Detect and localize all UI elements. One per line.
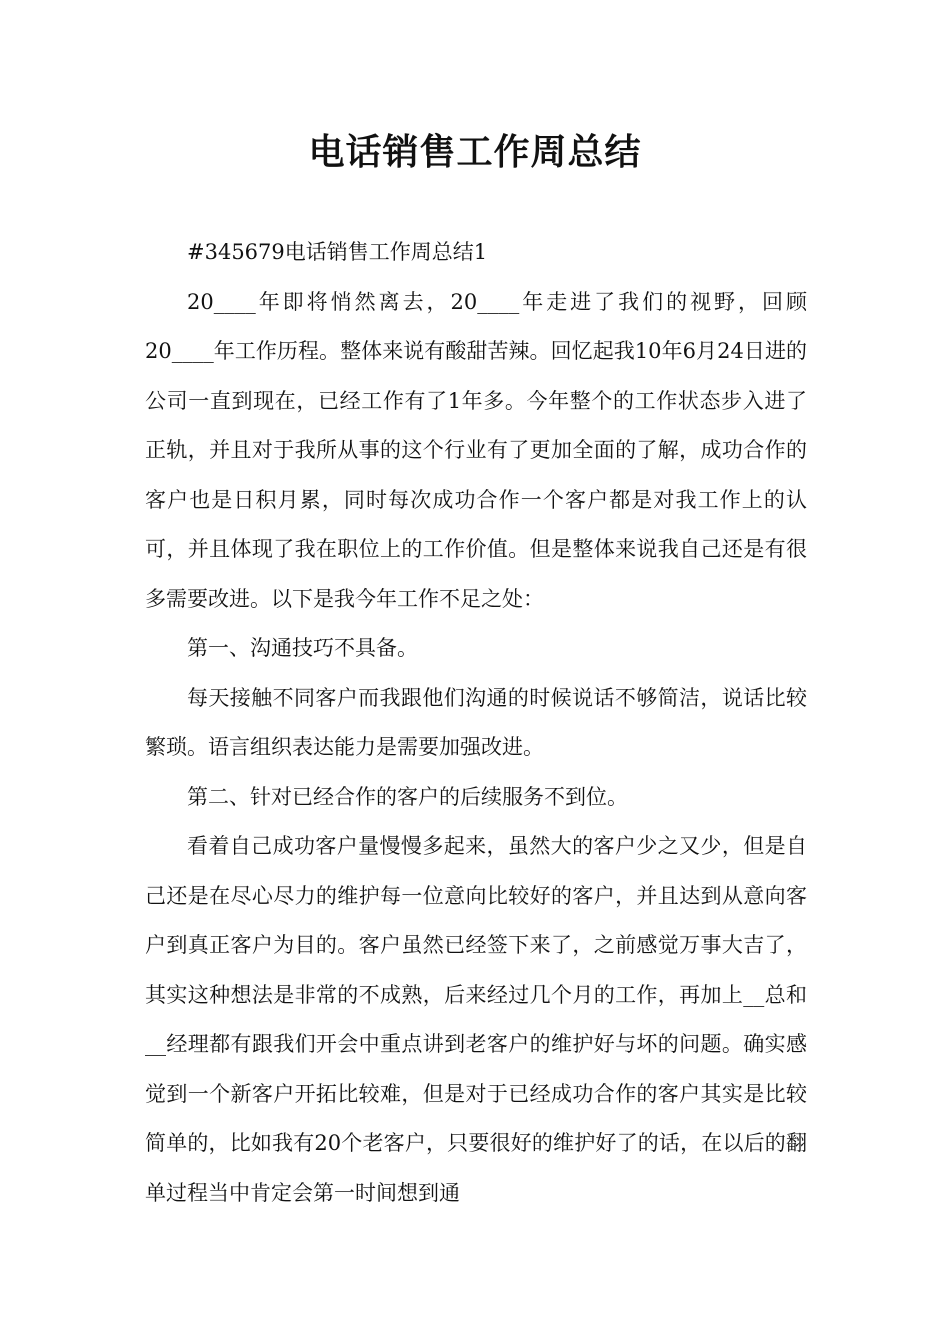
document-title: 电话销售工作周总结 (308, 132, 642, 173)
paragraph-point-one: 第一、沟通技巧不具备。 (187, 636, 418, 660)
paragraph-point-one-detail: 每天接触不同客户而我跟他们沟通的时候说话不够简洁，说话比较繁琐。语言组织表达能力是需要加强改进。 (145, 685, 807, 759)
paragraph-heading: #345679电话销售工作周总结1 (187, 240, 488, 264)
paragraph-point-two-detail: 看着自己成功客户量慢慢多起来，虽然大的客户少之又少，但是自己还是在尽心尽力的维护每一位意向比较好的客户，并且达到从意向客户到真正客户为目的。客户虽然已经签下来了，之前感觉万事大吉了，其实这种想法是非常的不成熟，后来经过几个月的工作，再加上__总和__经理都有跟我们开会中重点讲到老客户的维护好与坏的问题。确实感觉到一个新客户开拓比较难，但是对于已经成功合作的客户其实是比较简单的，比如我有20个老客户，只要很好的维护好了的话，在以后的翻单过程当中肯定会第一时间想到通 (145, 834, 807, 1205)
paragraph-point-two: 第二、针对已经合作的客户的后续服务不到位。 (187, 784, 628, 809)
paragraph-intro: 20____年即将悄然离去，20____年走进了我们的视野，回顾20____年工作历程。整体来说有酸甜苦辣。回忆起我10年6月24日进的公司一直到现在，已经工作有了1年多。今年整个的工作状态步入进了正轨，并且对于我所从事的这个行业有了更加全面的了解，成功合作的客户也是日积月累，同时每次成功合作一个客户都是对我工作上的认可，并且体现了我在职位上的工作价值。但是整体来说我自己还是有很多需要改进。以下是我今年工作不足之处： (145, 289, 807, 611)
document-body (145, 228, 807, 1218)
